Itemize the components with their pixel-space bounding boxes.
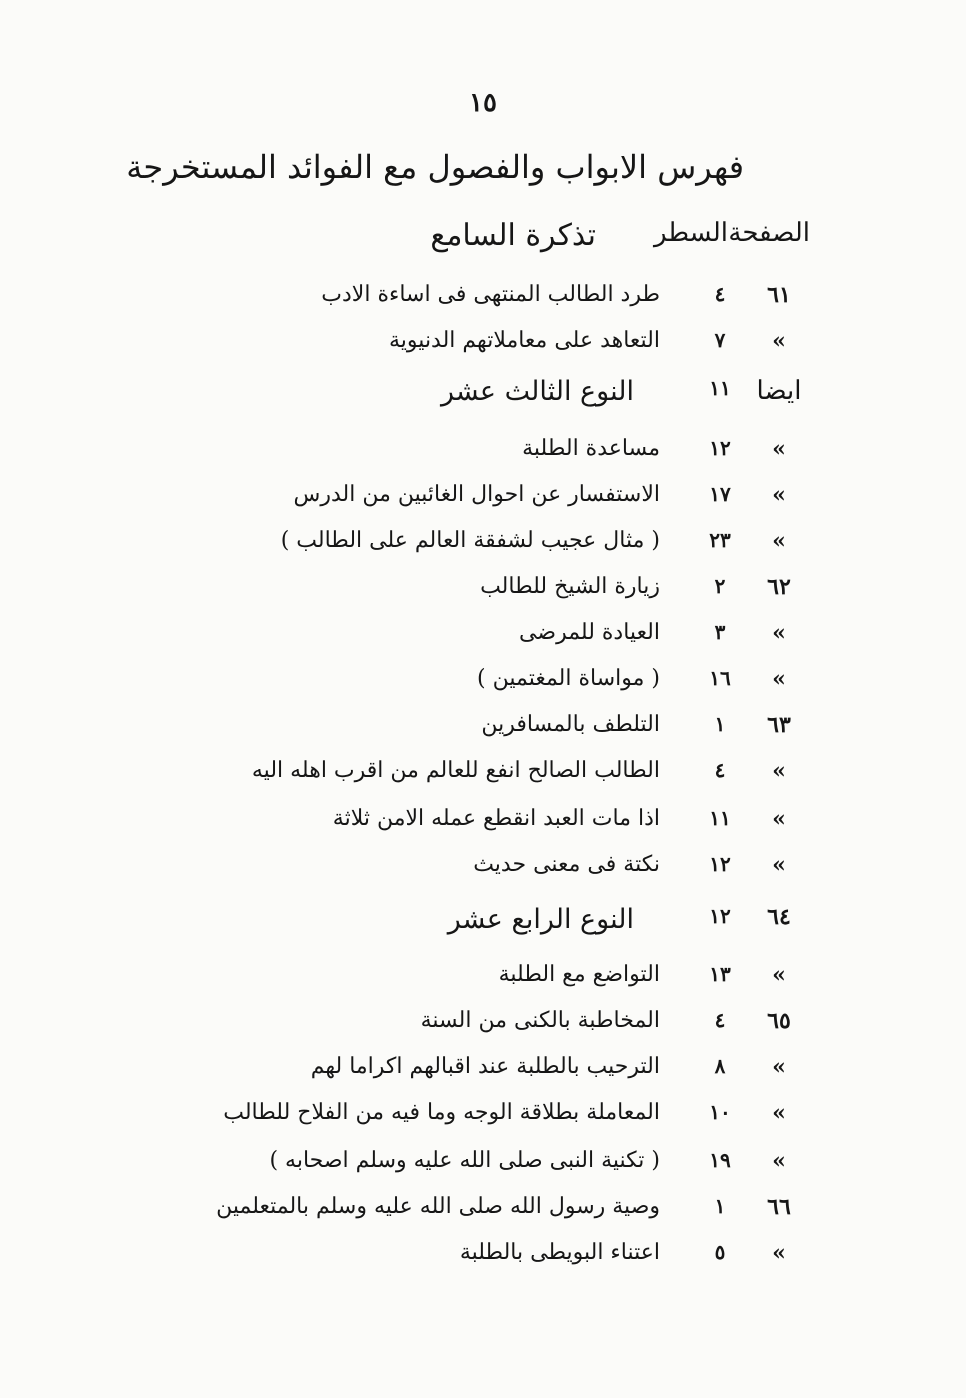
index-title: فهرس الابواب والفصول مع الفوائد المستخرجة [126, 148, 744, 186]
column-header-page: الصفحة [728, 218, 810, 248]
row-line-number: ١٠ [709, 1100, 731, 1124]
row-line-number: ١٦ [709, 666, 731, 690]
row-entry-text: الترحيب بالطلبة عند اقبالهم اكراما لهم [310, 1054, 660, 1079]
row-page-number: » [772, 1100, 786, 1126]
row-line-number: ٨ [714, 1054, 726, 1078]
index-row [0, 574, 966, 618]
index-row [0, 712, 966, 756]
row-page-number: ٦٦ [767, 1194, 791, 1220]
page-number: ١٥ [469, 88, 497, 118]
row-page-number: ٦٤ [767, 904, 791, 930]
row-page-number: » [772, 1148, 786, 1174]
row-line-number: ١١ [709, 806, 731, 830]
row-entry-text: التعاهد على معاملاتهم الدنيوية [389, 328, 660, 353]
row-entry-text: ( تكنية النبى صلى الله عليه وسلم اصحابه ) [269, 1148, 660, 1173]
row-entry-text: اعتناء البويطى بالطلبة [459, 1240, 660, 1265]
row-line-number: ٣ [714, 620, 726, 644]
row-page-number: ٦٢ [767, 574, 791, 600]
row-entry-text: الاستفسار عن احوال الغائبين من الدرس [293, 482, 660, 507]
index-row [0, 758, 966, 802]
row-entry-text: التواضع مع الطلبة [498, 962, 660, 987]
index-row [0, 1054, 966, 1098]
row-page-number: » [772, 852, 786, 878]
index-row [0, 1240, 966, 1284]
row-line-number: ١٧ [709, 482, 731, 506]
row-entry-text: ( مثال عجيب لشفقة العالم على الطالب ) [280, 528, 660, 553]
row-entry-text: العيادة للمرضى [519, 620, 660, 645]
index-row [0, 436, 966, 480]
row-page-number: ٦١ [767, 282, 791, 308]
row-section-heading: النوع الرابع عشر [447, 904, 634, 935]
row-entry-text: طرد الطالب المنتهى فى اساءة الادب [321, 282, 660, 307]
index-row [0, 806, 966, 850]
index-row [0, 282, 966, 326]
row-page-number: » [772, 666, 786, 692]
row-page-number: » [772, 328, 786, 354]
row-entry-text: اذا مات العبد انقطع عمله الامن ثلاثة [332, 806, 660, 831]
row-page-number: » [772, 962, 786, 988]
index-row [0, 482, 966, 526]
row-line-number: ٥ [714, 1240, 726, 1264]
row-line-number: ١ [714, 712, 726, 736]
row-page-number: ٦٣ [767, 712, 791, 738]
row-page-number: ايضا [756, 376, 802, 406]
row-line-number: ١٢ [709, 852, 731, 876]
row-page-number: » [772, 1054, 786, 1080]
row-entry-text: زيارة الشيخ للطالب [480, 574, 660, 599]
row-entry-text: المعاملة بطلاقة الوجه وما فيه من الفلاح للطالب [223, 1100, 660, 1125]
column-header-line: السطر [653, 218, 728, 248]
row-line-number: ١ [714, 1194, 726, 1218]
row-entry-text: ( مواساة المغتمين ) [477, 666, 660, 691]
row-line-number: ٤ [714, 1008, 726, 1032]
row-page-number: » [772, 1240, 786, 1266]
row-line-number: ٢٣ [709, 528, 731, 552]
index-row [0, 376, 966, 420]
row-line-number: ١٣ [709, 962, 731, 986]
row-page-number: » [772, 620, 786, 646]
index-row [0, 528, 966, 572]
index-row [0, 904, 966, 948]
row-page-number: ٦٥ [767, 1008, 791, 1034]
row-entry-text: وصية رسول الله صلى الله عليه وسلم بالمتعلمين [216, 1194, 660, 1219]
index-row [0, 1148, 966, 1192]
index-row [0, 962, 966, 1006]
index-row [0, 666, 966, 710]
section-title: تذكرة السامع [430, 218, 596, 253]
index-row [0, 1008, 966, 1052]
row-page-number: » [772, 482, 786, 508]
index-row [0, 1194, 966, 1238]
index-row [0, 852, 966, 896]
row-page-number: » [772, 436, 786, 462]
row-entry-text: المخاطبة بالكنى من السنة [420, 1008, 660, 1033]
row-section-heading: النوع الثالث عشر [440, 376, 634, 407]
row-line-number: ١٩ [709, 1148, 731, 1172]
index-row [0, 1100, 966, 1144]
row-entry-text: مساعدة الطلبة [522, 436, 660, 461]
row-line-number: ١١ [709, 376, 731, 400]
row-line-number: ٤ [714, 282, 726, 306]
index-row [0, 328, 966, 372]
row-page-number: » [772, 528, 786, 554]
index-row [0, 620, 966, 664]
row-page-number: » [772, 806, 786, 832]
row-line-number: ١٢ [709, 904, 731, 928]
row-entry-text: الطالب الصالح انفع للعالم من اقرب اهله اليه [251, 758, 660, 783]
row-page-number: » [772, 758, 786, 784]
row-entry-text: نكتة فى معنى حديث [473, 852, 660, 877]
row-line-number: ٤ [714, 758, 726, 782]
row-line-number: ١٢ [709, 436, 731, 460]
row-entry-text: التلطف بالمسافرين [481, 712, 660, 737]
row-line-number: ٢ [714, 574, 726, 598]
row-line-number: ٧ [714, 328, 726, 352]
